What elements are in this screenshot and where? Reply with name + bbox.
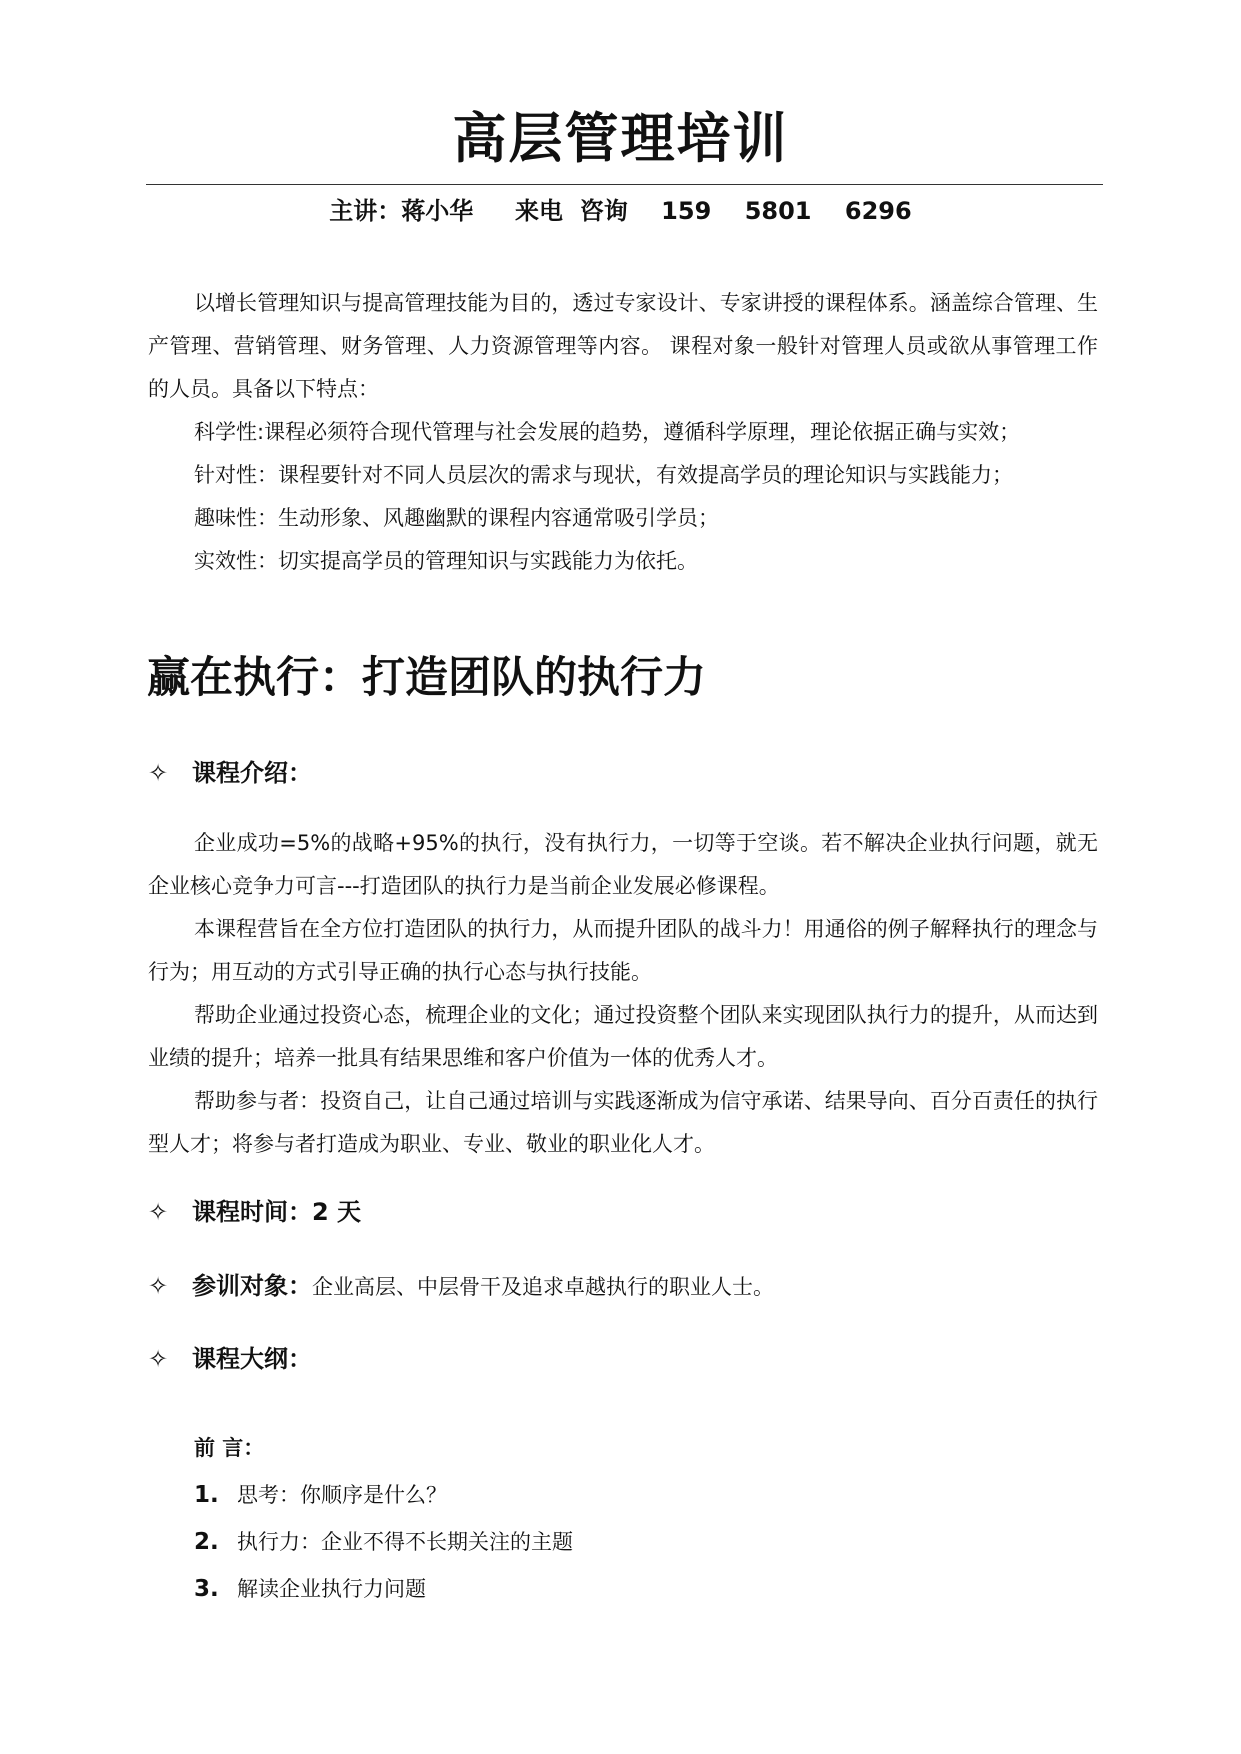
diamond-bullet-icon: ✧ [148, 759, 169, 787]
diamond-bullet-icon: ✧ [148, 1345, 169, 1373]
section-label: 课程介绍： [192, 759, 312, 787]
outline-item-number: 2. [194, 1529, 219, 1555]
diamond-bullet-icon: ✧ [148, 1272, 169, 1300]
feature-scientific: 科学性:课程必须符合现代管理与社会发展的趋势，遵循科学原理，理论依据正确与实效； [194, 420, 1021, 444]
intro-paragraph: 以增长管理知识与提高管理技能为目的，透过专家设计、专家讲授的课程体系。涵盖综合管理、生产管理、营销管理、财务管理、人力资源管理等内容。 课程对象一般针对管理人员或欲从事管理工作的人员。具备以下特点： [148, 291, 1098, 401]
section-outline [148, 1339, 312, 1379]
outline-item-text: 解读企业执行力问题 [237, 1577, 426, 1601]
diamond-bullet-icon: ✧ [148, 1198, 169, 1226]
outline-item-number: 3. [194, 1576, 219, 1602]
section-course-intro [148, 753, 312, 793]
section-course-time [148, 1192, 361, 1232]
course-title: 赢在执行：打造团队的执行力 [147, 653, 706, 703]
outline-item [194, 1473, 447, 1517]
speaker-contact-line: 主讲：蒋小华 来电 咨询 159 5801 6296 [329, 197, 912, 225]
outline-item [194, 1567, 426, 1611]
outline-item-text: 执行力：企业不得不长期关注的主题 [237, 1530, 573, 1554]
audience-text: 企业高层、中层骨干及追求卓越执行的职业人士。 [312, 1275, 774, 1299]
section-label: 课程时间：2 天 [192, 1198, 362, 1226]
section-audience [148, 1266, 774, 1307]
course-intro-paragraph: 企业成功=5%的战略+95%的执行，没有执行力，一切等于空谈。若不解决企业执行问题，就无企业核心竞争力可言---打造团队的执行力是当前企业发展必修课程。 [148, 831, 1098, 898]
document-title: 高层管理培训 [452, 107, 789, 170]
feature-effective: 实效性：切实提高学员的管理知识与实践能力为依托。 [194, 549, 698, 573]
title-divider [146, 184, 1103, 185]
feature-interesting: 趣味性：生动形象、风趣幽默的课程内容通常吸引学员； [194, 506, 719, 530]
outline-item-text: 思考：你顺序是什么？ [237, 1483, 447, 1507]
outline-preface: 前 言： [194, 1436, 265, 1460]
course-intro-paragraph: 本课程营旨在全方位打造团队的执行力，从而提升团队的战斗力！用通俗的例子解释执行的理念与行为；用互动的方式引导正确的执行心态与执行技能。 [148, 917, 1098, 984]
outline-item [194, 1520, 573, 1564]
feature-targeted: 针对性：课程要针对不同人员层次的需求与现状，有效提高学员的理论知识与实践能力； [194, 463, 1013, 487]
section-label: 参训对象： [192, 1272, 312, 1300]
course-intro-paragraph: 帮助企业通过投资心态，梳理企业的文化；通过投资整个团队来实现团队执行力的提升，从而达到业绩的提升；培养一批具有结果思维和客户价值为一体的优秀人才。 [148, 1003, 1098, 1070]
section-label: 课程大纲： [192, 1345, 312, 1373]
course-intro-paragraph: 帮助参与者：投资自己，让自己通过培训与实践逐渐成为信守承诺、结果导向、百分百责任的执行型人才；将参与者打造成为职业、专业、敬业的职业化人才。 [148, 1089, 1098, 1156]
outline-item-number: 1. [194, 1482, 219, 1508]
